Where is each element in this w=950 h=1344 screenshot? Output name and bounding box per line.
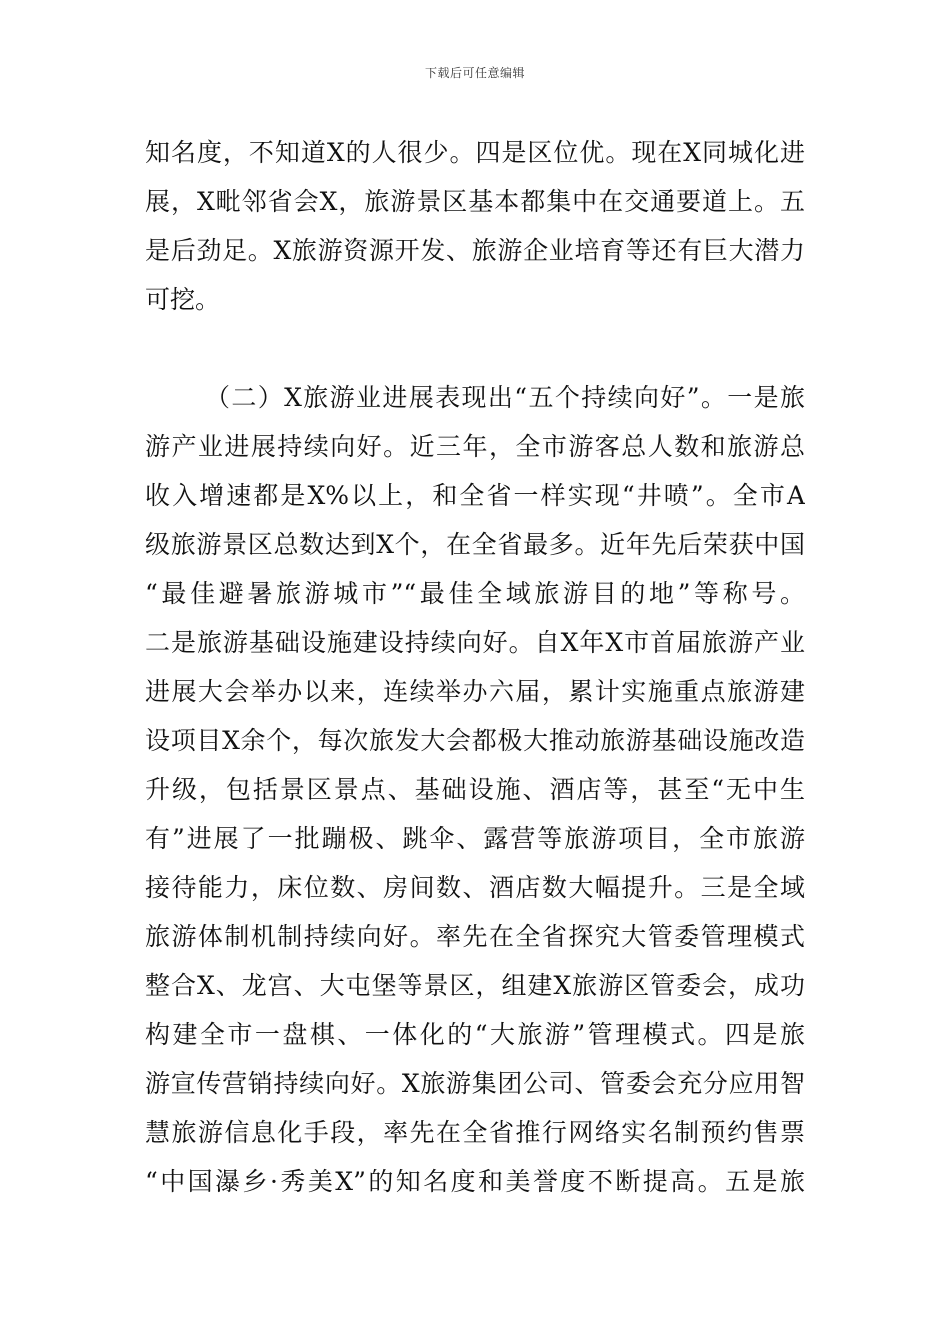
paragraph-1 bbox=[145, 128, 805, 324]
text-line: “中国瀑乡·秀美X”的知名度和美誉度不断提高。五是旅 bbox=[145, 1167, 805, 1196]
text-line: 可挖。 bbox=[145, 285, 221, 314]
text-line: 二是旅游基础设施建设持续向好。自X年X市首届旅游产业 bbox=[145, 628, 805, 657]
text-line: 有”进展了一批蹦极、跳伞、露营等旅游项目，全市旅游 bbox=[145, 824, 805, 853]
text-line: 展，X毗邻省会X，旅游景区基本都集中在交通要道上。五 bbox=[145, 187, 805, 216]
text-line: （二）X旅游业进展表现出“五个持续向好”。一是旅 bbox=[205, 383, 805, 412]
page-header: 下载后可任意编辑 bbox=[424, 66, 525, 80]
text-line: 接待能力，床位数、房间数、酒店数大幅提升。三是全域 bbox=[145, 873, 805, 902]
text-line: 整合X、龙宫、大屯堡等景区，组建X旅游区管委会，成功 bbox=[145, 971, 805, 1000]
text-line: 级旅游景区总数达到X个，在全省最多。近年先后荣获中国 bbox=[145, 530, 805, 559]
text-line: 构建全市一盘棋、一体化的“大旅游”管理模式。四是旅 bbox=[145, 1020, 805, 1049]
text-line: 游产业进展持续向好。近三年，全市游客总人数和旅游总 bbox=[145, 432, 805, 461]
text-line: 收入增速都是X%以上，和全省一样实现“井喷”。全市A bbox=[145, 481, 805, 510]
text-line: 设项目X余个，每次旅发大会都极大推动旅游基础设施改造 bbox=[145, 726, 805, 755]
text-line: 游宣传营销持续向好。X旅游集团公司、管委会充分应用智 bbox=[145, 1069, 805, 1098]
text-line: 知名度，不知道X的人很少。四是区位优。现在X同城化进 bbox=[145, 138, 805, 167]
text-line: 是后劲足。X旅游资源开发、旅游企业培育等还有巨大潜力 bbox=[145, 236, 805, 265]
text-line: 慧旅游信息化手段，率先在全省推行网络实名制预约售票 bbox=[145, 1118, 805, 1147]
text-line: 旅游体制机制持续向好。率先在全省探究大管委管理模式 bbox=[145, 922, 805, 951]
text-line: 进展大会举办以来，连续举办六届，累计实施重点旅游建 bbox=[145, 677, 805, 706]
paragraph-2 bbox=[145, 373, 805, 1206]
text-line: “最佳避暑旅游城市”“最佳全域旅游目的地”等称号。 bbox=[145, 579, 805, 608]
text-line: 升级，包括景区景点、基础设施、酒店等，甚至“无中生 bbox=[145, 775, 805, 804]
